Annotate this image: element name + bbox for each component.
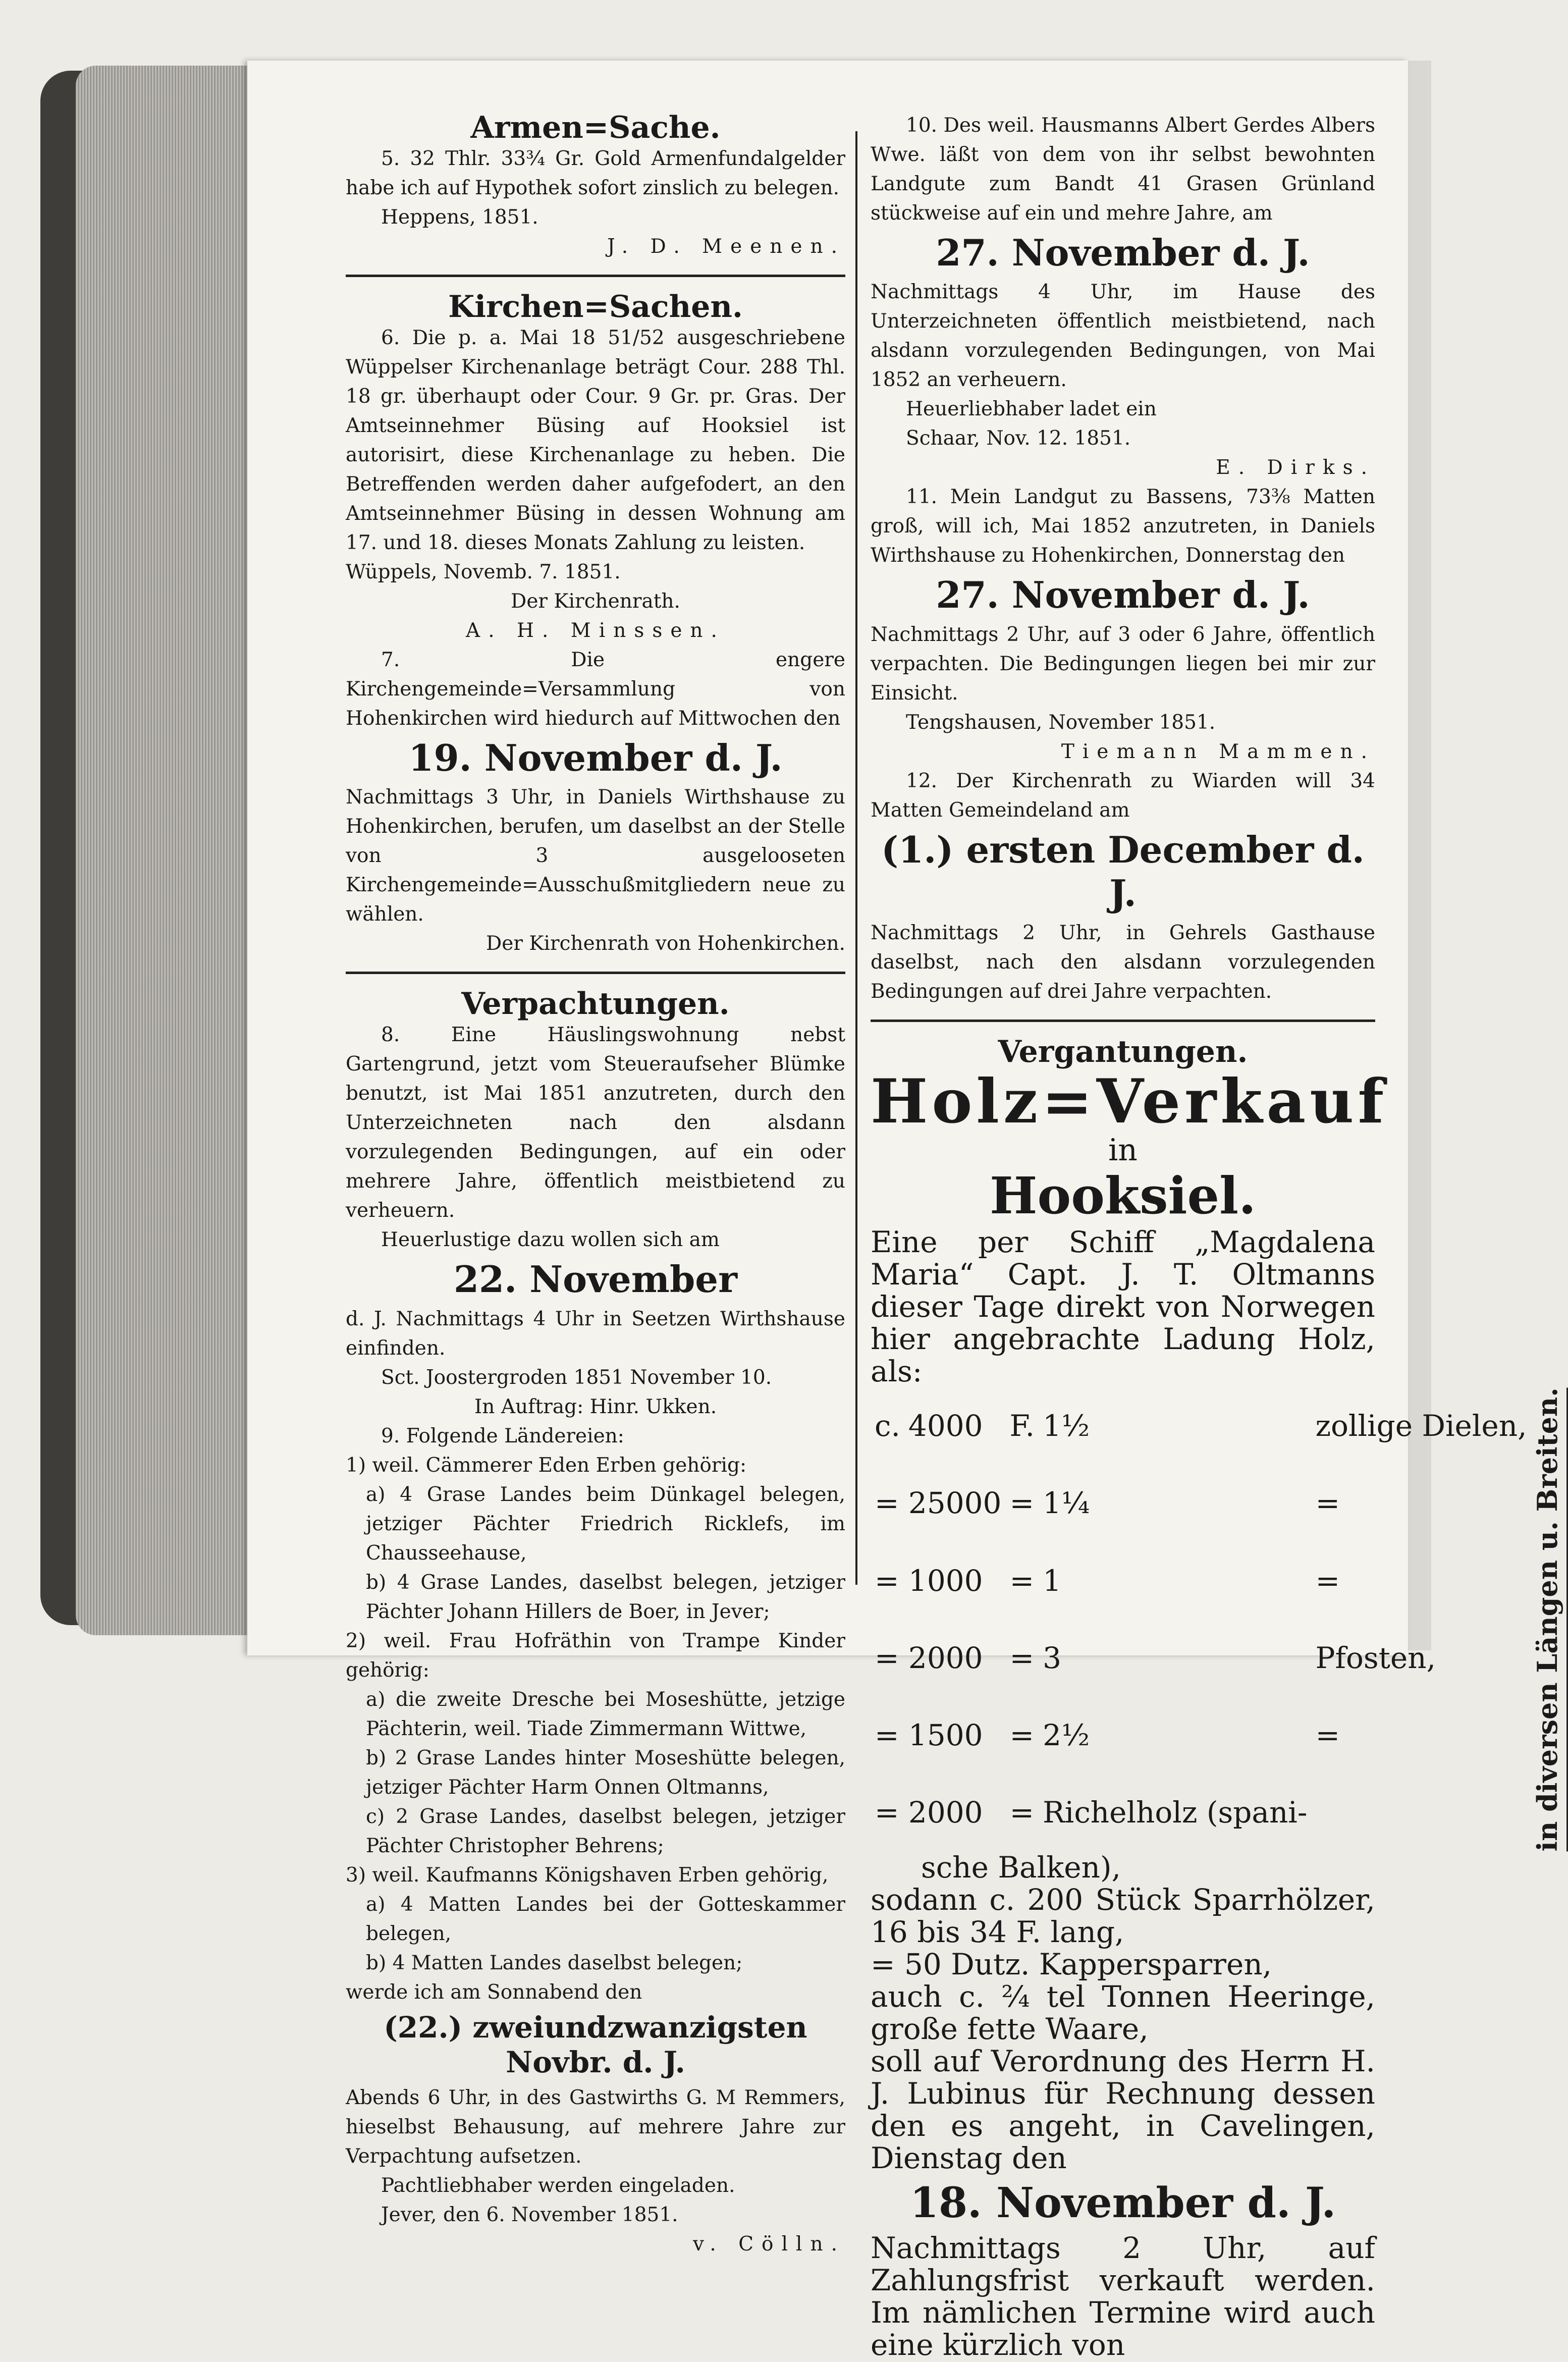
- item-8-place: Sct. Joostergroden 1851 November 10.: [381, 1366, 772, 1389]
- item-5: 5. 32 Thlr. 33¾ Gr. Gold Armenfundalgelder habe ich auf Hypothek sofort zinslich zu belegen.: [346, 147, 845, 199]
- holz-closing: Nachmittags 2 Uhr, auf Zahlungsfrist verkauft werden. Im nämlichen Termine wird auch eine kürzlich von: [871, 2231, 1375, 2362]
- item-8-invite: Heuerlustige dazu wollen sich am: [381, 1228, 720, 1252]
- holz-heeringe: auch c. ²⁄₄ tel Tonnen Heeringe, große fette Waare,: [871, 1979, 1375, 2046]
- wood-table: [871, 1387, 1531, 1851]
- item-11-place: Tengshausen, November 1851.: [906, 711, 1216, 734]
- list-item: b) 2 Grase Landes hinter Moseshütte belegen, jetziger Pächter Harm Onnen Oltmanns,: [366, 1746, 845, 1799]
- item-9-body: Abends 6 Uhr, in des Gastwirths G. M Remmers, hieselbst Behausung, auf mehrere Jahre zur Verpachtung aufsetzen.: [346, 2086, 845, 2168]
- wood-list: [871, 1387, 1563, 1851]
- section-heading-kirchen: Kirchen=Sachen.: [448, 289, 743, 325]
- list-item: a) 4 Matten Landes bei der Gotteskammer belegen,: [366, 1893, 845, 1945]
- list-item: b) 4 Matten Landes daselbst belegen;: [366, 1951, 743, 1974]
- item-10-invite: Heuerliebhaber ladet ein: [906, 398, 1157, 421]
- item-8-body: d. J. Nachmittags 4 Uhr in Seetzen Wirthshause einfinden.: [346, 1307, 845, 1360]
- item-7: 7. Die engere Kirchengemeinde=Versammlung von Hohenkirchen wird hiedurch auf Mittwochen den: [346, 649, 845, 730]
- holz-intro: Eine per Schiff „Magdalena Maria“ Capt. J. T. Oltmanns dieser Tage direkt von Norwegen hier angebrachte Ladung Holz, als:: [871, 1224, 1375, 1388]
- item-12: 12. Der Kirchenrath zu Wiarden will 34 Matten Gemeindeland am: [871, 769, 1375, 822]
- item-8-date: 22. November: [453, 1258, 738, 1301]
- book-page-edges: [76, 66, 250, 1635]
- wood-side-note: in diversen Längen u. Breiten.: [1531, 1387, 1568, 1851]
- wood-cell: c.: [875, 1409, 900, 1443]
- item-10-date: 27. November d. J.: [936, 231, 1310, 274]
- item-11-date: 27. November d. J.: [936, 573, 1310, 617]
- wood-cell: =: [875, 1640, 899, 1675]
- holz-in: in: [1108, 1132, 1138, 1168]
- item-10-place: Schaar, Nov. 12. 1851.: [906, 427, 1131, 450]
- list-item: b) 4 Grase Landes, daselbst belegen, jetziger Pächter Johann Hillers de Boer, in Jever;: [366, 1571, 845, 1623]
- wood-cell: Pfosten,: [1315, 1640, 1436, 1675]
- item-12-body: Nachmittags 2 Uhr, in Gehrels Gasthause daselbst, nach den alsdann vorzulegenden Bedingungen auf drei Jahre verpachten.: [871, 921, 1375, 1003]
- section-heading-armen: Armen=Sache.: [470, 110, 721, 145]
- wood-cell: 2½: [1043, 1718, 1090, 1753]
- section-rule: [346, 972, 845, 974]
- item-11-signature: Tiemann Mammen.: [1061, 740, 1375, 763]
- list-item: c) 2 Grase Landes, daselbst belegen, jetziger Pächter Christopher Behrens;: [366, 1805, 845, 1857]
- item-6: 6. Die p. a. Mai 18 51/52 ausgeschriebene Wüppelser Kirchenanlage beträgt Cour. 288 Thl. 18 gr. überhaupt oder Cour. 9 Gr. pr. Gras. Der Amtseinnehmer Büsing auf Hooksiel ist autorisirt, diese Kirchenanlage zu heben. Die Betreffenden werden daher aufgefodert, an den Amtseinnehmer Büsing in dessen Wohnung am 17. und 18. dieses Monats Zahlung zu leisten.: [346, 327, 845, 554]
- wood-cell: [1311, 1774, 1531, 1851]
- wood-row: [871, 1697, 1531, 1774]
- wood-cell: zollige Dielen,: [1315, 1409, 1527, 1443]
- item-11: 11. Mein Landgut zu Bassens, 73⅜ Matten groß, will ich, Mai 1852 anzutreten, in Daniels Wirthshause zu Hohenkirchen, Donnerstag den: [871, 486, 1375, 567]
- wood-cell: =: [875, 1718, 899, 1753]
- item-9-signature: v. Cölln.: [693, 2232, 845, 2256]
- section-rule: [871, 1019, 1375, 1022]
- wood-cell: 2000: [908, 1640, 983, 1675]
- list-item: a) 4 Grase Landes beim Dünkagel belegen, jetziger Pächter Friedrich Ricklefs, im Chausseehause,: [366, 1483, 845, 1565]
- wood-row: [871, 1465, 1531, 1542]
- wood-row: [871, 1774, 1531, 1851]
- wood-cell: =: [1009, 1640, 1035, 1675]
- item-9-invite: Pachtliebhaber werden eingeladen.: [381, 2174, 735, 2197]
- item-10: 10. Des weil. Hausmanns Albert Gerdes Albers Wwe. läßt von dem von ihr selbst bewohnten Landgute zum Bandt 41 Grasen Grünland stückweise auf ein und mehre Jahre, am: [871, 114, 1375, 225]
- wood-cell: 1: [1043, 1563, 1061, 1598]
- section-heading-verpachtungen: Verpachtungen.: [461, 986, 730, 1022]
- item-7-date: 19. November d. J.: [408, 736, 783, 779]
- list-item: werde ich am Sonnabend den: [346, 1980, 642, 2004]
- wood-cell: =: [1315, 1718, 1340, 1753]
- left-column: [346, 111, 845, 2259]
- right-column: [871, 111, 1563, 2362]
- wood-row: [871, 1542, 1531, 1619]
- holz-verkauf-title: Holz=Verkauf: [871, 1065, 1388, 1137]
- item-7-body: Nachmittags 3 Uhr, in Daniels Wirthshause zu Hohenkirchen, berufen, um daselbst an der Stelle von 3 ausgelooseten Kirchengemeinde=Ausschußmitgliedern neue zu wählen.: [346, 786, 845, 926]
- section-rule: [346, 275, 845, 277]
- holz-place: Hooksiel.: [990, 1165, 1256, 1225]
- item-6-signature-2: A. H. Minssen.: [466, 619, 725, 642]
- item-9: 9. Folgende Ländereien:: [381, 1424, 624, 1447]
- wood-cell: =: [1315, 1563, 1340, 1598]
- item-7-signature: Der Kirchenrath von Hohenkirchen.: [485, 932, 845, 955]
- wood-cell: =: [1009, 1795, 1035, 1830]
- wood-cell: Richelholz (spani-: [1043, 1795, 1308, 1830]
- newspaper-page: [247, 61, 1563, 2362]
- holz-kappersparren: = 50 Dutz. Kappersparren,: [871, 1947, 1272, 1981]
- item-6-signature-1: Der Kirchenrath.: [511, 590, 680, 613]
- item-8-signature: In Auftrag: Hinr. Ukken.: [474, 1395, 717, 1418]
- item-10-body: Nachmittags 4 Uhr, im Hause des Unterzeichneten öffentlich meistbietend, nach alsdann vorzulegenden Bedingungen, von Mai 1852 an verheuern.: [871, 281, 1375, 392]
- wood-cell: 1½: [1043, 1409, 1090, 1443]
- column-divider: [855, 131, 857, 1585]
- list-item: 3) weil. Kaufmanns Königshaven Erben gehörig,: [346, 1863, 829, 1887]
- wood-cell: 4000: [908, 1409, 983, 1443]
- item-9-date: (22.) zweiundzwanzigsten Novbr. d. J.: [384, 2010, 807, 2080]
- wood-last: sche Balken),: [921, 1850, 1121, 1885]
- item-9-list: [346, 1451, 845, 2007]
- wood-cell: 3: [1043, 1640, 1061, 1675]
- item-5-signature: J. D. Meenen.: [607, 235, 845, 258]
- list-item: 1) weil. Cämmerer Eden Erben gehörig:: [346, 1454, 747, 1477]
- item-8: 8. Eine Häuslingswohnung nebst Gartengrund, jetzt vom Steueraufseher Blümke benutzt, ist Mai 1851 anzutreten, durch den Unterzeichneten nach den alsdann vorzulegenden Bedingungen, auf ein oder mehrere Jahre, öffentlich meistbietend zu verheuern.: [346, 1024, 845, 1222]
- list-item: 2) weil. Frau Hofräthin von Trampe Kinder gehörig:: [346, 1629, 845, 1682]
- wood-cell: =: [1009, 1486, 1035, 1521]
- wood-cell: =: [875, 1563, 899, 1598]
- wood-cell: =: [1009, 1563, 1035, 1598]
- wood-cell: F.: [1009, 1409, 1035, 1443]
- list-item: a) die zweite Dresche bei Moseshütte, jetzige Pächterin, weil. Tiade Zimmermann Wittwe,: [366, 1688, 845, 1740]
- holz-verordnung: soll auf Verordnung des Herrn H. J. Lubinus für Rechnung dessen den es angeht, in Cavelingen, Dienstag den: [871, 2044, 1375, 2175]
- item-5-place: Heppens, 1851.: [381, 206, 538, 229]
- wood-cell: 2000: [908, 1795, 983, 1830]
- section-heading-vergantungen: Vergantungen.: [998, 1034, 1248, 1069]
- wood-cell: =: [1315, 1486, 1340, 1521]
- wood-cell: 25000: [908, 1486, 1002, 1521]
- wood-cell: =: [875, 1486, 899, 1521]
- wood-row: [871, 1387, 1531, 1465]
- wood-cell: 1000: [908, 1563, 983, 1598]
- item-12-date: (1.) ersten December d. J.: [881, 828, 1365, 915]
- wood-cell: =: [875, 1795, 899, 1830]
- holz-date: 18. November d. J.: [909, 2179, 1336, 2227]
- holz-sparren: sodann c. 200 Stück Sparrhölzer, 16 bis 34 F. lang,: [871, 1883, 1375, 1949]
- item-10-signature: E. Dirks.: [1216, 456, 1375, 479]
- wood-cell: =: [1009, 1718, 1035, 1753]
- item-6-place: Wüppels, Novemb. 7. 1851.: [346, 561, 621, 583]
- item-11-body: Nachmittags 2 Uhr, auf 3 oder 6 Jahre, öffentlich verpachten. Die Bedingungen liegen bei mir zur Einsicht.: [871, 623, 1375, 705]
- wood-cell: 1500: [908, 1718, 983, 1753]
- wood-row: [871, 1619, 1531, 1696]
- wood-cell: 1¼: [1043, 1486, 1090, 1521]
- item-9-place: Jever, den 6. November 1851.: [381, 2203, 678, 2226]
